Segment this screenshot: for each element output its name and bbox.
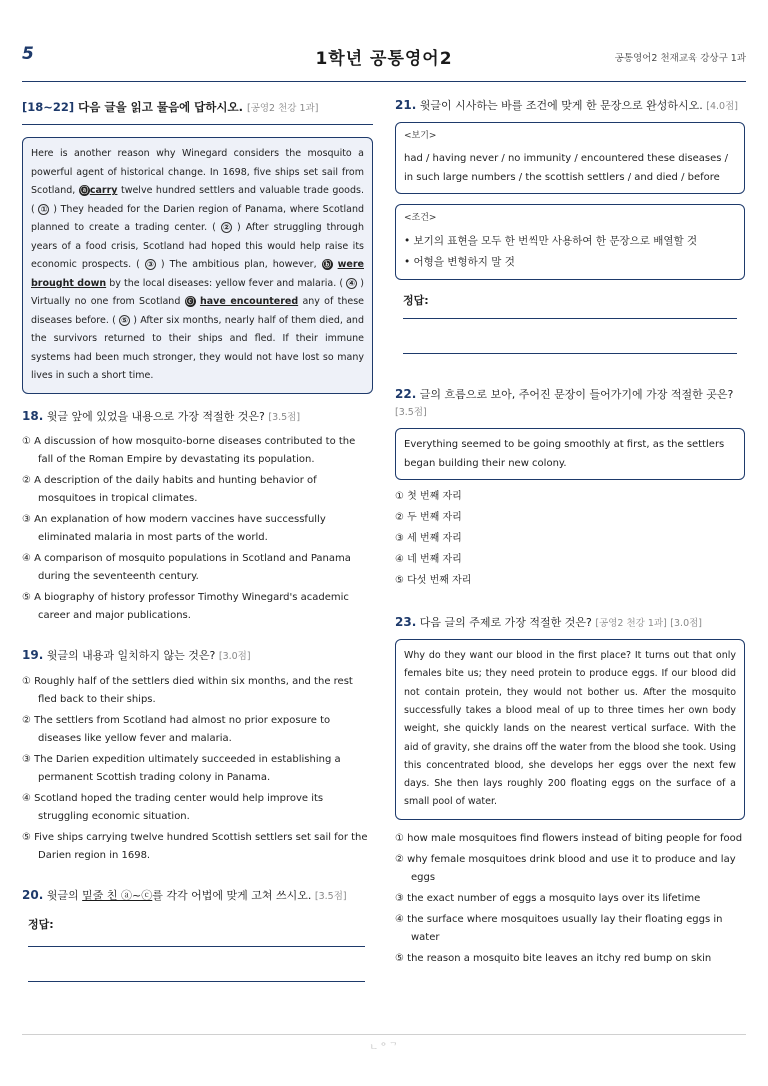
option-item[interactable]: ① A discussion of how mosquito-borne diseases contributed to the fall of the Roman Empire by devastating its population. [22,436,356,466]
question-number: 18. [22,408,44,423]
option-item[interactable]: ④ Scotland hoped the trading center would help improve its struggling economic situation. [22,792,324,822]
underlined-b: were brought down [31,259,364,289]
option-item[interactable]: ④ 네 번째 자리 [395,553,462,565]
reading-passage [22,137,373,394]
option-item[interactable]: ① Roughly half of the settlers died within six months, and the rest fled back to their ships. [22,675,353,705]
question-text: 윗글의 [46,888,79,902]
footer-mark: ㄴᄋᄀ [369,1043,399,1053]
option-item[interactable]: ② A description of the daily habits and hunting behavior of mosquitoes in tropical climates. [22,475,317,505]
question-22 [395,386,745,589]
option-item[interactable]: ③ The Darien expedition ultimately succeeded in establishing a permanent Scottish trading colony in Panama. [22,753,341,783]
question-22-head [395,386,745,419]
section-text: 다음 글을 읽고 물음에 답하시오. [78,100,243,114]
question-23-head [395,614,745,631]
option-item[interactable]: ① how male mosquitoes find flowers instead of biting people for food [395,832,743,844]
underlined-c: have encountered [199,296,299,308]
option-item[interactable]: ③ An explanation of how modern vaccines have successfully eliminated malaria in most parts of the world. [22,514,326,544]
option-item[interactable]: ④ the surface where mosquitoes usually lay their floating eggs in water [395,913,723,943]
options-list [22,433,373,625]
question-text: 다음 글의 주제로 가장 적절한 것은? [419,615,592,629]
page-header [22,44,746,82]
blank-4: ④ [346,278,357,289]
answer-label: 정답: [403,294,429,308]
mark-b: ⓑ [323,260,332,270]
option-item[interactable]: ② The settlers from Scotland had almost no prior exposure to diseases like yellow fever and malaria. [22,714,331,744]
example-box [395,122,745,194]
section-instruction [22,100,373,125]
question-score: [4.0점] [706,101,738,112]
question-score: [3.5점] [314,890,347,902]
option-item[interactable]: ⑤ A biography of history professor Timothy Winegard's academic career and major publications. [22,592,349,622]
passage-text: ) After struggling through years of a food crisis, Scotland had hoped this would help raise its economic prospects. ( [31,222,364,271]
question-text: 글의 흐름으로 보아, 주어진 문장이 들어가기에 가장 적절한 곳은? [419,388,734,402]
options-list [395,830,745,968]
given-sentence-box [395,428,745,480]
question-23 [395,614,745,968]
underlined-a: carry [89,185,118,197]
passage-text: any of these diseases before. ( [31,296,365,326]
mark-c: ⓒ [186,297,195,307]
answer-label: 정답: [28,918,54,932]
answer-line[interactable] [28,946,365,947]
passage-text: twelve hundred settlers and valuable trade goods. ( [31,185,364,215]
question-20 [22,887,373,982]
option-item[interactable]: ④ A comparison of mosquito populations in Scotland and Panama during the seventeenth century. [22,553,351,583]
passage-text: by the local diseases: yellow fever and malaria. ( [109,277,344,289]
blank-1: ① [38,204,49,215]
question-text: 윗글 앞에 있었을 내용으로 가장 적절한 것은? [46,409,265,423]
option-item[interactable]: ⑤ 다섯 번째 자리 [395,574,472,586]
question-21 [395,97,745,354]
options-list [395,488,745,590]
given-sentence: Everything seemed to be going smoothly at first, as the settlers began building their new colony. [404,438,725,469]
mark-a: ⓐ [80,186,89,196]
option-item[interactable]: ① 첫 번째 자리 [395,490,462,502]
question-number: 19. [22,648,44,663]
condition-box [395,204,745,280]
left-column [22,100,373,982]
passage-text: Here is another reason why Winegard considers the mosquito a powerful agent of historical change. In 1698, five ships set sail from Scotland, [31,148,364,197]
reading-passage-23: Why do they want our blood in the first place? It turns out that only females bite us; they need protein to produce eggs. If our blood did not contain protein, they would not bother us. After the mosquito successfully takes a blood meal of up to three times her own body weight, she quickly lands on the nearest vertical surface. With the aid of gravity, she drains off the water from the blood she took. Using this concentrated blood, she develops her eggs over the next few days. She then lays roughly 200 floating eggs on the surface of a small pool of water. [395,639,745,820]
option-item[interactable]: ⑤ Five ships carrying twelve hundred Scottish settlers set sail for the Darien region in 1698. [22,831,368,861]
question-19 [22,647,373,864]
answer-line[interactable] [28,981,365,982]
answer-line[interactable] [403,318,737,319]
condition-item: • 보기의 표현을 모두 한 번씩만 사용하여 한 문장으로 배열할 것 [404,235,698,248]
blank-5: ⑤ [119,315,130,326]
section-tag: [공영2 천강 1과] [247,103,319,114]
question-18 [22,408,373,625]
page-number: 5 [22,44,34,64]
question-18-head [22,408,373,425]
answer-line[interactable] [403,353,737,354]
section-range: [18~22] [22,100,75,114]
page-subtitle: 공통영어2 천재교육 강상구 1과 [614,53,746,64]
passage-text: ) After six months, nearly half of them died, and the survivors returned to their ships and fled. If their immune systems had been much stronger, they would not have lost so many lives in such a short time. [31,314,364,382]
passage-text: ) Virtually no one from Scotland [31,277,364,308]
question-score: [3.5점] [395,406,427,418]
question-number: 20. [22,887,44,902]
condition-item: • 어형을 변형하지 말 것 [404,256,515,269]
question-text: 를 각각 어법에 맞게 고쳐 쓰시오. [152,888,312,902]
option-item[interactable]: ② 두 번째 자리 [395,511,462,523]
option-item[interactable]: ③ 세 번째 자리 [395,532,462,544]
example-label: <보기> [404,131,437,142]
footer-divider [22,1034,746,1035]
option-item[interactable]: ② why female mosquitoes drink blood and use it to produce and lay eggs [395,853,736,883]
page-title: 1학년 공통영어2 [315,49,453,69]
blank-3: ③ [145,259,156,270]
question-number: 21. [395,98,417,112]
question-underlined: 밑줄 친 ⓐ~ⓒ [82,888,153,902]
question-text: 윗글의 내용과 일치하지 않는 것은? [46,649,216,663]
question-score: [3.0점] [670,617,702,629]
condition-label: <조건> [404,213,437,224]
question-20-head [22,887,373,904]
question-tag: [공영2 천강 1과] [595,617,667,629]
options-list [22,673,373,865]
blank-2: ② [221,222,232,233]
question-text: 윗글이 시사하는 바를 조건에 맞게 한 문장으로 완성하시오. [419,99,703,112]
question-score: [3.5점] [268,411,301,423]
right-column [395,97,745,971]
question-number: 23. [395,614,417,629]
example-text: had / having never / no immunity / encountered these diseases / in such large numbers / the scottish settlers / and died / before [404,153,728,184]
question-score: [3.0점] [218,651,251,663]
option-item[interactable]: ⑤ the reason a mosquito bite leaves an itchy red bump on skin [395,952,712,964]
question-21-head [395,97,745,114]
passage-text: ) They headed for the Darien region of Panama, where Scotland planned to create a trading center. ( [31,203,364,234]
question-19-head [22,647,373,664]
passage-text: ) The ambitious plan, however, [160,259,317,271]
question-number: 22. [395,387,417,402]
option-item[interactable]: ③ the exact number of eggs a mosquito lays over its lifetime [395,892,701,904]
